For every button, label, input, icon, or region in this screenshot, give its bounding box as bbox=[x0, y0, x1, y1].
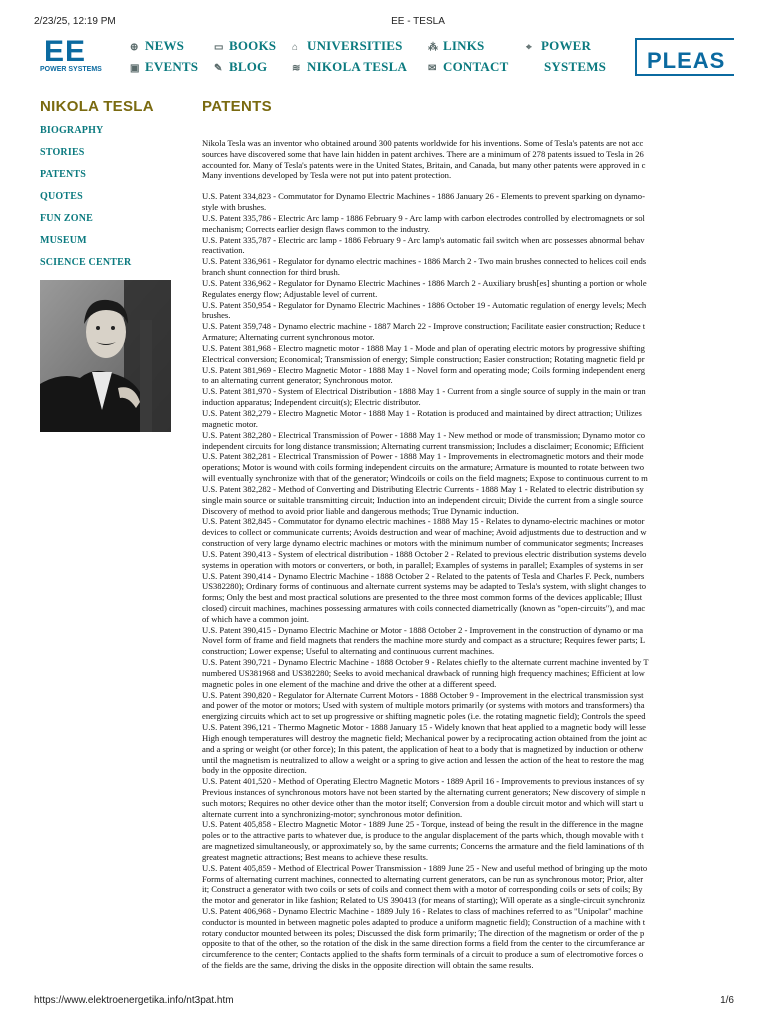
intro-line: accounted for. Many of Tesla's patents were in the United States, Britain, and Canada, but many other patents were approved in c bbox=[202, 159, 646, 170]
patent-entry bbox=[202, 278, 735, 300]
patent-entry-line: U.S. Patent 381,968 - Electro magnetic motor - 1888 May 1 - Mode and plan of operating electric motors by progressive shifting bbox=[202, 343, 645, 353]
patent-entry-line: induction apparatus; Independent circuit(s); Electric distributor. bbox=[202, 397, 421, 408]
patent-entry-line: energizing circuits which act to set up progressive or shifting magnetic poles (i.e. the rotating magnetic field); Controls the speed bbox=[202, 711, 646, 722]
patent-entry-line: U.S. Patent 405,859 - Method of Electrical Power Transmission - 1889 June 25 - New and useful method of bringing up the moto bbox=[202, 862, 648, 873]
nav-power-systems-line2[interactable]: SYSTEMS bbox=[544, 59, 607, 74]
patent-entry-line: U.S. Patent 406,968 - Dynamo Electric Machine - 1889 July 16 - Relates to class of machines referred to as "Unipolar" machine bbox=[202, 906, 643, 917]
patent-entry bbox=[202, 722, 735, 776]
patent-entry bbox=[202, 549, 735, 571]
patent-entry-line: it; Construct a generator with two coils or sets of coils and connect them with a motor of corresponding coils or sets of coils; By bbox=[202, 884, 643, 895]
donate-banner-button[interactable]: PLEAS bbox=[635, 38, 734, 76]
nav-links[interactable]: ⁂ LINKS bbox=[428, 38, 485, 53]
patent-entry-line: and a spring or weight (or other force); In this patent, the application of heat to a body that is magnetized by induction or otherw bbox=[202, 743, 644, 754]
sidebar-item-stories[interactable]: STORIES bbox=[40, 147, 85, 158]
patent-entry-line: poles or to the attractive parts to whatever due, is produce to the angular displacement of the parts which, though movable with t bbox=[202, 830, 644, 841]
nav-contact[interactable]: ✉ CONTACT bbox=[428, 59, 509, 74]
patent-entry bbox=[202, 690, 735, 722]
patent-entry-line: Forms of alternating current machines, connected to alternating current generators, can be run as synchronous motor; Prior, alter bbox=[202, 873, 644, 884]
patent-entry bbox=[202, 906, 735, 971]
patent-entry-line: alternate current into a synchronizing-motor; synchronous motor definition. bbox=[202, 808, 463, 819]
patent-entry-line: brushes. bbox=[202, 310, 231, 321]
nav-events[interactable]: ▣ EVENTS bbox=[130, 59, 199, 74]
patent-entry bbox=[202, 256, 735, 278]
patent-entry-line: U.S. Patent 334,823 - Commutator for Dynamo Electric Machines - 1886 January 26 - Elements to prevent sparking on dynamo- bbox=[202, 191, 645, 202]
patent-entry-line: are magnetized simultaneously, or approximately so, by the same currents; Concerns the armature and the field laminations of th bbox=[202, 841, 644, 852]
patent-entry-line: Novel form of frame and field magnets that renders the machine more sturdy and compact as a structure; Requires fewer parts; L bbox=[202, 635, 646, 646]
patent-entry-line: U.S. Patent 336,962 - Regulator for Dynamo Electric Machines - 1886 March 2 - Auxiliary brush[es] shunting a portion or whole bbox=[202, 277, 647, 288]
patent-entry-line: style with brushes. bbox=[202, 201, 267, 212]
nav-universities[interactable]: ⌂ UNIVERSITIES bbox=[292, 38, 403, 53]
patent-entry-line: operations; Motor is wound with coils forming independent circuits on the armature; Armature is mounted to rotate between two bbox=[202, 462, 644, 473]
power-tower-icon: ⌖ bbox=[526, 42, 532, 53]
patent-entry bbox=[202, 863, 735, 906]
patent-entry bbox=[202, 386, 735, 408]
patent-entry-line: U.S. Patent 382,279 - Electro Magnetic Motor - 1888 May 1 - Rotation is produced and maintained by direct attraction; Utilizes bbox=[202, 408, 642, 419]
sidebar-item-patents[interactable]: PATENTS bbox=[40, 169, 87, 180]
patent-entry bbox=[202, 625, 735, 657]
patent-entry-line: High enough temperatures will destroy the magnetic field; Mechanical power by a reciprocating action obtained from the joint ac bbox=[202, 732, 647, 743]
globe-icon: ⊕ bbox=[130, 42, 139, 53]
link-icon: ⁂ bbox=[428, 42, 438, 53]
patent-entry bbox=[202, 571, 735, 625]
patent-entry-line: U.S. Patent 381,969 - Electro Magnetic Motor - 1888 May 1 - Novel form and operating mode; Coils forming independent energ bbox=[202, 364, 646, 375]
sidebar-item-biography[interactable]: BIOGRAPHY bbox=[40, 125, 104, 136]
patent-entry bbox=[202, 365, 735, 387]
patent-entry-line: U.S. Patent 359,748 - Dynamo electric machine - 1887 March 22 - Improve construction; Facilitate easier construction; Reduce t bbox=[202, 321, 646, 332]
sidebar-item-quotes[interactable]: QUOTES bbox=[40, 191, 83, 202]
site-logo[interactable] bbox=[40, 38, 112, 80]
patent-entry-line: U.S. Patent 390,413 - System of electrical distribution - 1888 October 2 - Related to previous electric distribution systems develo bbox=[202, 548, 647, 559]
patent-entry bbox=[202, 430, 735, 452]
print-page-title: EE - TESLA bbox=[391, 16, 445, 27]
patent-entry-line: Regulates energy flow; Adjustable level of current. bbox=[202, 288, 378, 299]
intro-line: Nikola Tesla was an inventor who obtained around 300 patents worldwide for his inventions. Some of Tesla's patents are not acc bbox=[202, 138, 644, 148]
patent-entry bbox=[202, 657, 735, 689]
patent-entry bbox=[202, 776, 735, 819]
patent-entry-line: U.S. Patent 390,820 - Regulator for Alternate Current Motors - 1888 October 9 - Improvement in the electrical transmission syst bbox=[202, 689, 644, 700]
patent-entry bbox=[202, 213, 735, 235]
top-navigation bbox=[34, 38, 734, 80]
book-icon: ▭ bbox=[214, 42, 224, 53]
chat-icon: ✎ bbox=[214, 63, 223, 74]
patent-list bbox=[202, 191, 735, 971]
patent-entry-line: will eventually synchronize with that of the generator; Windcoils or coils on the field magnets; Expose to continuous current to m bbox=[202, 473, 648, 484]
patent-entry-line: U.S. Patent 405,858 - Electro Magnetic Motor - 1889 June 25 - Torque, instead of being the result in the difference in the magne bbox=[202, 819, 644, 830]
patent-entry bbox=[202, 321, 735, 343]
patent-entry-line: reactivation. bbox=[202, 245, 245, 256]
patent-entry-line: construction of very large dynamo electric machines or motors with the minimum number of communicator segments; Increases bbox=[202, 538, 644, 548]
patent-entry-line: forms; Only the best and most practical solutions are presented to the three most common forms of the devices applicable; Illust bbox=[202, 592, 643, 603]
nav-books[interactable]: ▭ BOOKS bbox=[214, 38, 277, 53]
patent-entry-line: Previous instances of synchronous motors have not been started by the alternating current generators; New discovery of simple n bbox=[202, 786, 646, 797]
patent-entry-line: of which have a common joint. bbox=[202, 613, 309, 624]
patent-entry bbox=[202, 516, 735, 548]
patent-entry-line: Discovery of method to avoid prior liable and dangerous methods; True Dynamic induction. bbox=[202, 505, 519, 516]
patent-entry-line: U.S. Patent 382,845 - Commutator for dynamo electric machines - 1888 May 15 - Relates to dynamo-electric machines or motor bbox=[202, 516, 645, 527]
sidebar bbox=[40, 98, 190, 279]
patent-entry-line: such motors; Requires no other device other than the motor itself; Conversion from a double circuit motor and which will start u bbox=[202, 797, 644, 808]
patent-entry-line: devices to collect or communicate currents; Avoids destruction and wear of machine; Avoid adjustments due to destruction and w bbox=[202, 527, 647, 538]
patent-entry-line: body in the opposite direction. bbox=[202, 765, 307, 776]
print-header bbox=[34, 16, 734, 30]
patent-entry-line: rotary conductor mounted between its poles; Discussed the disk form primarily; The direction of the magnetism or order of the p bbox=[202, 927, 645, 938]
patent-entry-line: U.S. Patent 382,282 - Method of Converting and Distributing Electric Currents - 1888 May 1 - Related to electric distribution sy bbox=[202, 483, 644, 494]
sidebar-item-museum[interactable]: MUSEUM bbox=[40, 235, 87, 246]
patent-entry-line: US382280); Ordinary forms of continuous and alternate current systems may be adapted to Tesla's system, with slight changes to bbox=[202, 581, 646, 592]
patent-entry-line: U.S. Patent 390,721 - Dynamo Electric Machine - 1888 October 9 - Relates chiefly to the alternate current machine invented by T bbox=[202, 657, 649, 668]
sidebar-title: NIKOLA TESLA bbox=[40, 98, 154, 115]
portrait-illustration bbox=[40, 280, 171, 432]
nav-blog[interactable]: ✎ BLOG bbox=[214, 59, 268, 74]
patent-entry-line: circumference to the center; Contacts applied to the shafts form terminals of a circuit to produce a sum of electromotive forces o bbox=[202, 949, 644, 960]
patent-entry bbox=[202, 300, 735, 322]
patent-entry-line: opposite to that of the other, so the rotation of the disk in the same direction forms a field from the center to the circumferance ar bbox=[202, 938, 645, 949]
print-page-number: 1/6 bbox=[720, 995, 734, 1006]
main-content bbox=[202, 98, 735, 988]
coil-icon: ≋ bbox=[292, 63, 301, 74]
patent-entry-line: independent circuits for long distance transmission; Alternating current transmission; Includes a disclaimer; Economic; Efficient bbox=[202, 440, 644, 451]
envelope-icon: ✉ bbox=[428, 63, 437, 74]
patent-entry-line: numbered US381968 and US382280; Seeks to avoid mechanical drawback of running high frequency machines; Efficient at low bbox=[202, 667, 645, 678]
patent-entry-line: greatest magnetic attractions; Best means to achieve these results. bbox=[202, 851, 428, 862]
patent-entry bbox=[202, 408, 735, 430]
patent-entry-line: U.S. Patent 336,961 - Regulator for dynamo electric machines - 1886 March 2 - Two main brushes connected to helices coil ends bbox=[202, 256, 647, 267]
patent-entry-line: U.S. Patent 390,415 - Dynamo Electric Machine or Motor - 1888 October 2 - Improvement in the construction of dynamo or ma bbox=[202, 624, 644, 635]
patent-entry-line: Electrical conversion; Economical; Transmission of energy; Simple construction; Easier construction; Rotating magnetic field pr bbox=[202, 353, 645, 364]
patent-entry-line: U.S. Patent 335,787 - Electric arc lamp - 1886 February 9 - Arc lamp's automatic fail switch when arc possesses abnormal behav bbox=[202, 234, 645, 245]
patent-entry-line: magnetic poles in one element of the machine and drive the other at a different speed. bbox=[202, 678, 497, 689]
patent-entry-line: the motor and generator in like fashion; Related to US 390413 (for means of starting); Will operate as a single-circuit synchroniz bbox=[202, 895, 645, 906]
patent-entry-line: U.S. Patent 381,970 - System of Electrical Distribution - 1888 May 1 - Current from a single source of supply in the main or tran bbox=[202, 386, 646, 397]
patent-entry-line: conductor is mounted in between magnetic poles adapted to produce a uniform magnetic field); Construction of a machine with t bbox=[202, 916, 646, 927]
patent-entry bbox=[202, 343, 735, 365]
patent-entry-line: closed) circuit machines, machines possessing armatures with coils connected diametrically (known as "open-circuits"), and mac bbox=[202, 602, 646, 613]
calendar-icon: ▣ bbox=[130, 63, 140, 74]
patent-entry-line: to an alternating current generator; Synchronous motor. bbox=[202, 375, 393, 386]
patent-entry-line: and power of the motor or motors; Used with system of multiple motors primarily (or systems with motors and transformers) tha bbox=[202, 700, 645, 711]
sidebar-item-fun-zone[interactable]: FUN ZONE bbox=[40, 213, 93, 224]
intro-line: sources have discovered some that have lain hidden in patent archives. There are a minimum of 278 patents issued to Tesla in 26 bbox=[202, 148, 644, 159]
sidebar-links bbox=[40, 125, 190, 279]
sidebar-item-science-center[interactable]: SCIENCE CENTER bbox=[40, 257, 132, 268]
patent-entry-line: U.S. Patent 382,281 - Electrical Transmission of Power - 1888 May 1 - Improvements in electromagnetic motors and their mode bbox=[202, 451, 644, 462]
patent-entry-line: systems in operation with motors or converters, or both, in parallel; Examples of systems in parallel; Examples of systems in ser bbox=[202, 559, 644, 570]
intro-paragraph bbox=[202, 138, 735, 181]
patent-entry-line: U.S. Patent 335,786 - Electric Arc lamp - 1886 February 9 - Arc lamp with carbon electrodes controlled by electromagnets or sol bbox=[202, 212, 645, 223]
patent-entry bbox=[202, 819, 735, 862]
patent-entry bbox=[202, 235, 735, 257]
print-footer bbox=[34, 995, 734, 1009]
patent-entry bbox=[202, 191, 735, 213]
patent-entry-line: U.S. Patent 382,280 - Electrical Transmission of Power - 1888 May 1 - New method or mode of transmission; Dynamo motor co bbox=[202, 429, 646, 440]
print-date: 2/23/25, 12:19 PM bbox=[34, 16, 116, 27]
patent-entry-line: U.S. Patent 350,954 - Regulator for Dynamo Electric Machines - 1886 October 19 - Automatic regulation of energy levels; Mech bbox=[202, 299, 647, 310]
patent-entry-line: single main source or suitable transmitting circuit; Induction into an independent circuit; Divide the current from a single source bbox=[202, 494, 644, 505]
patent-entry-line: U.S. Patent 390,414 - Dynamo Electric Machine - 1888 October 2 - Related to the patents of Tesla and Charles F. Peck, numbers bbox=[202, 570, 645, 581]
patent-entry-line: U.S. Patent 396,121 - Thermo Magnetic Motor - 1888 January 15 - Widely known that heat applied to a magnetic body will lesse bbox=[202, 722, 646, 733]
print-url: https://www.elektroenergetika.info/nt3pat.htm bbox=[34, 995, 234, 1006]
patent-entry bbox=[202, 451, 735, 483]
logo-mark: EE bbox=[44, 38, 87, 68]
nav-news[interactable]: ⊕ NEWS bbox=[130, 38, 185, 53]
university-icon: ⌂ bbox=[292, 42, 299, 53]
patent-entry-line: mechanism; Corrects earlier design flaws common to the industry. bbox=[202, 223, 430, 234]
tesla-portrait bbox=[40, 280, 171, 432]
patent-entry-line: branch shunt connection for third brush. bbox=[202, 267, 340, 278]
patent-entry-line: magnetic motor. bbox=[202, 418, 258, 429]
logo-subtitle: POWER SYSTEMS bbox=[40, 66, 102, 73]
patent-entry bbox=[202, 484, 735, 516]
patent-entry-line: construction; Lower expense; Useful to alternating and continuous current machines. bbox=[202, 646, 495, 657]
patent-entry-line: until the magnetism is neutralized to allow a weight or a spring to give action and lessen the action of the heat to restore the mag bbox=[202, 754, 644, 765]
patent-entry-line: U.S. Patent 401,520 - Method of Operating Electro Magnetic Motors - 1889 April 16 - Improvements to previous instances of sy bbox=[202, 776, 645, 787]
page-title: PATENTS bbox=[202, 98, 272, 115]
nav-nikola-tesla[interactable]: ≋ NIKOLA TESLA bbox=[292, 59, 408, 74]
nav-power-systems[interactable]: ⌖ POWER bbox=[526, 38, 592, 53]
patent-entry-line: Armature; Alternating current synchronous motor. bbox=[202, 332, 375, 343]
patent-entry-line: of the fields are the same, driving the disks in the opposite direction will obtain the same results. bbox=[202, 960, 534, 971]
intro-line: Many inventions developed by Tesla were not put into patent protection. bbox=[202, 170, 452, 181]
